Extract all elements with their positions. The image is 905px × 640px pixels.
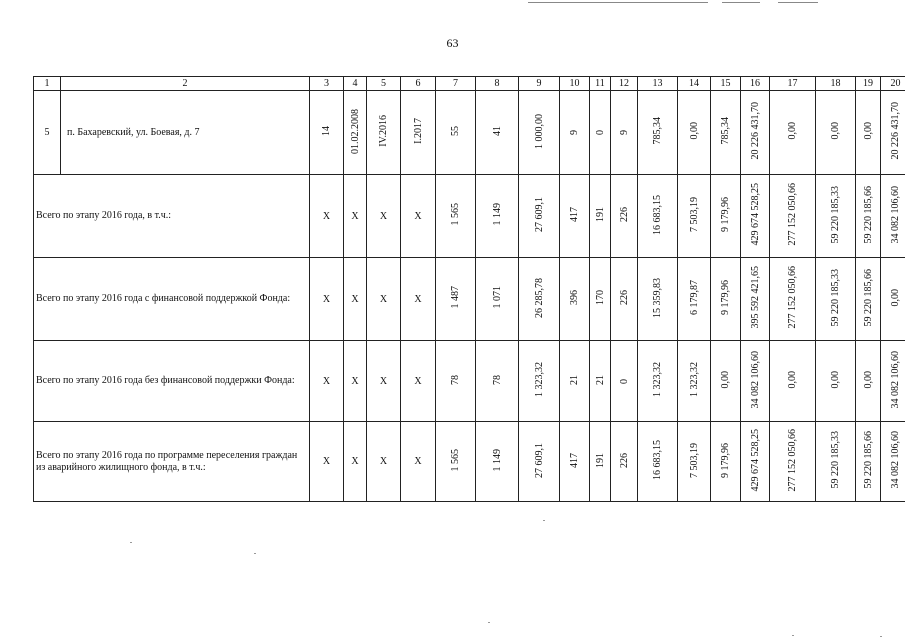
table-cell: [611, 422, 638, 502]
summary-label: Всего по этапу 2016 года по программе переселения граждан из аварийного жилищного фонда, в т.ч.:: [34, 422, 310, 502]
cell-value: 1 323,32: [688, 362, 700, 397]
scan-artifact-line: [528, 2, 708, 3]
table-cell: [310, 91, 344, 175]
cell-value: 0: [594, 130, 606, 135]
table-cell: [816, 175, 856, 258]
table-cell: [436, 341, 476, 422]
table-row: [34, 91, 905, 175]
table-cell: [519, 175, 560, 258]
column-number: 3: [310, 77, 344, 91]
cell-value: IV.2016: [378, 115, 389, 147]
cell-value: 1 565: [450, 448, 461, 472]
cell-value: 226: [618, 207, 630, 222]
table-cell: [519, 258, 560, 341]
table-cell: [711, 258, 741, 341]
table-cell: X: [344, 422, 367, 502]
table-cell: [816, 258, 856, 341]
cell-value: 1 149: [491, 448, 503, 472]
column-number: 15: [711, 77, 741, 91]
column-number: 1: [34, 77, 61, 91]
cell-value: 785,34: [720, 117, 731, 145]
column-number: 6: [401, 77, 436, 91]
table-cell: [638, 341, 678, 422]
table-cell: [770, 91, 816, 175]
column-number: 17: [770, 77, 816, 91]
cell-value: 417: [569, 452, 580, 468]
table-cell: X: [401, 258, 436, 341]
cell-value: 9: [618, 130, 630, 135]
table-cell: [881, 422, 905, 502]
cell-value: 0,00: [890, 288, 901, 307]
column-number: 16: [741, 77, 770, 91]
page-number: 63: [446, 36, 459, 50]
column-number-row: [34, 77, 905, 91]
table-cell: [476, 175, 519, 258]
table-row: [34, 258, 905, 341]
cell-value: 191: [594, 452, 606, 468]
table-cell: [741, 91, 770, 175]
column-number: 13: [638, 77, 678, 91]
cell-value: 21: [569, 374, 580, 385]
table-cell: [741, 341, 770, 422]
cell-value: 785,34: [652, 117, 663, 145]
cell-value: 9: [569, 130, 580, 135]
table-cell: [770, 175, 816, 258]
table-cell: [816, 422, 856, 502]
scan-artifact-line: [722, 2, 760, 3]
table-cell: [856, 91, 881, 175]
scan-speck: [254, 553, 256, 554]
cell-value: 20 226 431,70: [890, 102, 901, 160]
summary-label: Всего по этапу 2016 года с финансовой поддержкой Фонда:: [34, 258, 310, 341]
table-cell: X: [367, 422, 401, 502]
cell-value: 9 179,96: [720, 197, 731, 232]
table-cell: X: [344, 258, 367, 341]
house-address: п. Бахаревский, ул. Боевая, д. 7: [61, 91, 310, 175]
cell-value: 01.02.2008: [349, 108, 361, 154]
cell-value: 78: [450, 374, 461, 385]
column-number: 2: [61, 77, 310, 91]
table-cell: X: [344, 341, 367, 422]
table-cell: [678, 175, 711, 258]
cell-value: 55: [450, 126, 461, 136]
cell-value: 26 285,78: [533, 277, 545, 318]
cell-value: 16 683,15: [652, 194, 663, 235]
table-cell: X: [401, 341, 436, 422]
cell-value: 7 503,19: [688, 442, 700, 478]
table-cell: [476, 422, 519, 502]
cell-value: 59 220 185,66: [862, 185, 874, 244]
cell-value: 429 674 528,25: [749, 428, 761, 492]
summary-label: Всего по этапу 2016 года, в т.ч.:: [34, 175, 310, 258]
table-cell: [816, 341, 856, 422]
scan-speck: [543, 520, 545, 521]
table-cell: [519, 91, 560, 175]
cell-value: 1 071: [491, 286, 503, 309]
cell-value: 226: [618, 290, 630, 305]
table-row: [34, 422, 905, 502]
cell-value: 7 503,19: [688, 197, 700, 232]
cell-value: 59 220 185,66: [862, 431, 874, 489]
cell-value: 1 149: [491, 203, 503, 226]
table-cell: [590, 258, 611, 341]
resettlement-table: [33, 76, 905, 502]
table-cell: [711, 91, 741, 175]
cell-value: 170: [594, 290, 606, 305]
cell-value: 59 220 185,33: [830, 268, 841, 327]
table-cell: X: [310, 175, 344, 258]
column-number: 5: [367, 77, 401, 91]
cell-value: 34 082 106,60: [749, 350, 761, 409]
table-cell: [638, 91, 678, 175]
table-cell: [741, 258, 770, 341]
cell-value: 16 683,15: [652, 440, 663, 480]
column-number: 4: [344, 77, 367, 91]
table-cell: [436, 175, 476, 258]
table-cell: X: [401, 422, 436, 502]
cell-value: 15 359,83: [652, 277, 663, 318]
column-number: 14: [678, 77, 711, 91]
table-cell: X: [401, 175, 436, 258]
table-cell: [519, 341, 560, 422]
table-cell: [881, 258, 905, 341]
scan-artifact-line: [778, 2, 818, 3]
cell-value: 1 323,32: [652, 362, 663, 397]
cell-value: 59 220 185,66: [862, 268, 874, 327]
table-cell: [678, 341, 711, 422]
cell-value: 1 565: [450, 203, 461, 226]
column-number: 12: [611, 77, 638, 91]
table-cell: [678, 91, 711, 175]
cell-value: 41: [491, 126, 503, 136]
cell-value: 226: [618, 452, 630, 468]
table-cell: [476, 341, 519, 422]
table-cell: X: [344, 175, 367, 258]
cell-value: 59 220 185,33: [830, 431, 841, 489]
table-cell: [856, 258, 881, 341]
cell-value: 9 179,96: [720, 280, 731, 315]
table-cell: [856, 422, 881, 502]
table-cell: [881, 175, 905, 258]
table-cell: [770, 258, 816, 341]
table-cell: [611, 258, 638, 341]
table-cell: X: [367, 258, 401, 341]
scan-speck: [130, 542, 132, 543]
cell-value: 34 082 106,60: [890, 350, 901, 409]
cell-value: 1 000,00: [533, 113, 545, 149]
table-cell: [678, 258, 711, 341]
cell-value: 27 609,1: [533, 442, 545, 478]
column-number: 11: [590, 77, 611, 91]
table-cell: X: [367, 341, 401, 422]
column-number: 7: [436, 77, 476, 91]
table-cell: [436, 91, 476, 175]
cell-value: 20 226 431,70: [749, 102, 761, 160]
cell-value: 21: [594, 374, 606, 385]
table-cell: [611, 91, 638, 175]
column-number: 19: [856, 77, 881, 91]
table-cell: [856, 175, 881, 258]
cell-value: 0,00: [830, 370, 841, 389]
table-cell: [560, 341, 590, 422]
cell-value: 34 082 106,60: [890, 185, 901, 244]
cell-value: 9 179,96: [720, 442, 731, 478]
table-row: [34, 175, 905, 258]
cell-value: 0: [618, 378, 630, 384]
table-cell: [638, 422, 678, 502]
cell-value: 277 152 050,66: [787, 183, 798, 246]
scan-speck: [488, 622, 490, 623]
table-cell: [476, 91, 519, 175]
cell-value: 0,00: [830, 122, 841, 140]
table-cell: [881, 91, 905, 175]
cell-value: 417: [569, 207, 580, 222]
table-cell: [638, 258, 678, 341]
cell-value: 6 179,87: [688, 280, 700, 315]
table-cell: [770, 341, 816, 422]
cell-value: 78: [491, 374, 503, 385]
table-row: [34, 341, 905, 422]
cell-value: 0,00: [688, 122, 700, 140]
table-cell: [590, 422, 611, 502]
table-cell: [436, 258, 476, 341]
table-cell: [436, 422, 476, 502]
table-cell: X: [310, 258, 344, 341]
cell-value: 0,00: [787, 122, 798, 140]
table-cell: [590, 175, 611, 258]
table-cell: X: [310, 341, 344, 422]
cell-value: 429 674 528,25: [749, 183, 761, 246]
table-cell: [711, 175, 741, 258]
table-cell: [678, 422, 711, 502]
table-cell: X: [367, 175, 401, 258]
table-cell: [816, 91, 856, 175]
cell-value: 0,00: [787, 370, 798, 389]
scan-speck: [880, 636, 882, 637]
cell-value: 1 323,32: [533, 362, 545, 397]
table-cell: [367, 91, 401, 175]
cell-value: 0,00: [720, 370, 731, 389]
table-cell: [560, 175, 590, 258]
cell-value: 396: [569, 290, 580, 305]
cell-value: 27 609,1: [533, 197, 545, 232]
table-cell: [560, 258, 590, 341]
cell-value: 1 487: [450, 286, 461, 309]
table-cell: [519, 422, 560, 502]
table-cell: [741, 422, 770, 502]
table-cell: [401, 91, 436, 175]
cell-value: 277 152 050,66: [787, 266, 798, 329]
table-cell: [638, 175, 678, 258]
table-cell: [741, 175, 770, 258]
column-number: 10: [560, 77, 590, 91]
column-number: 18: [816, 77, 856, 91]
table-cell: [856, 341, 881, 422]
table-cell: [344, 91, 367, 175]
column-number: 8: [476, 77, 519, 91]
table-cell: [590, 91, 611, 175]
cell-value: 277 152 050,66: [787, 428, 798, 492]
table-cell: [611, 341, 638, 422]
table-cell: [590, 341, 611, 422]
cell-value: 395 592 421,65: [749, 266, 761, 329]
table-cell: [711, 341, 741, 422]
cell-value: 0,00: [862, 122, 874, 140]
cell-value: 191: [594, 207, 606, 222]
table-cell: [711, 422, 741, 502]
table-cell: [476, 258, 519, 341]
table-cell: [560, 422, 590, 502]
table-cell: [770, 422, 816, 502]
cell-value: 0,00: [862, 370, 874, 389]
table-cell: [560, 91, 590, 175]
cell-value: 14: [321, 126, 332, 136]
cell-value: 34 082 106,60: [890, 431, 901, 489]
table-cell: [611, 175, 638, 258]
column-number: 9: [519, 77, 560, 91]
table-cell: [881, 341, 905, 422]
summary-label: Всего по этапу 2016 года без финансовой поддержки Фонда:: [34, 341, 310, 422]
row-number: 5: [34, 91, 61, 175]
cell-value: I.2017: [412, 118, 424, 144]
scan-speck: [792, 635, 794, 636]
table-cell: X: [310, 422, 344, 502]
cell-value: 59 220 185,33: [830, 185, 841, 244]
column-number: 20: [881, 77, 905, 91]
